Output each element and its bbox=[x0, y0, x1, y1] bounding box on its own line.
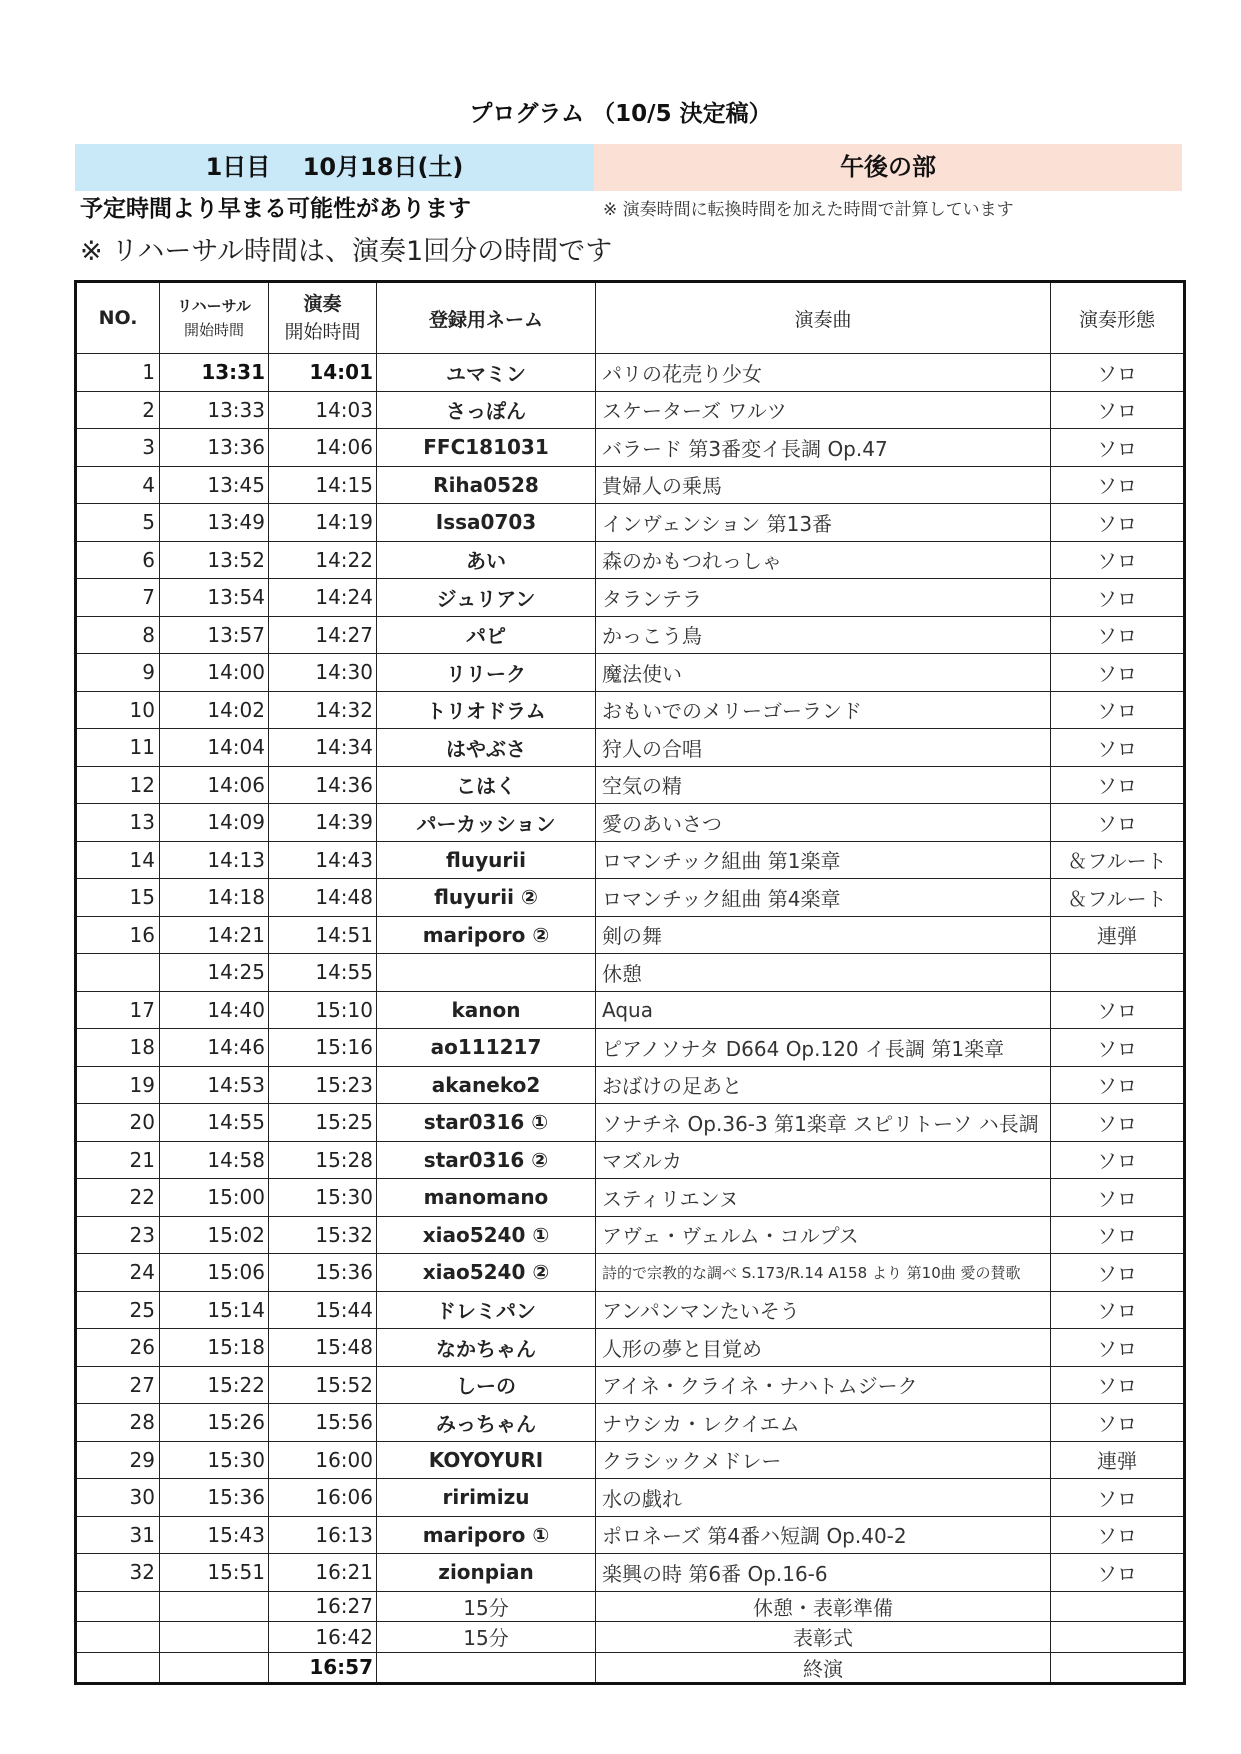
cell-rehearsal-time: 15:30 bbox=[160, 1441, 269, 1479]
cell-form: ソロ bbox=[1051, 654, 1185, 692]
cell-no: 26 bbox=[76, 1329, 160, 1367]
cell-start-time: 15:28 bbox=[269, 1141, 377, 1179]
cell-start-time: 15:32 bbox=[269, 1216, 377, 1254]
cell-no: 15 bbox=[76, 879, 160, 917]
cell-name: ドレミパン bbox=[377, 1291, 596, 1329]
cell-form-empty bbox=[1051, 1622, 1185, 1653]
cell-form: ソロ bbox=[1051, 354, 1185, 392]
cell-name: FFC181031 bbox=[377, 429, 596, 467]
cell-start-time: 14:30 bbox=[269, 654, 377, 692]
cell-rehearsal-time: 15:00 bbox=[160, 1179, 269, 1217]
cell-song: マズルカ bbox=[596, 1141, 1051, 1179]
cell-start-time: 16:42 bbox=[269, 1622, 377, 1653]
cell-song: 狩人の合唱 bbox=[596, 729, 1051, 767]
table-row bbox=[76, 1141, 1185, 1179]
cell-form: ソロ bbox=[1051, 1366, 1185, 1404]
cell-rehearsal-time: 14:00 bbox=[160, 654, 269, 692]
cell-name: ririmizu bbox=[377, 1479, 596, 1517]
cell-form: 連弾 bbox=[1051, 1441, 1185, 1479]
cell-no: 25 bbox=[76, 1291, 160, 1329]
header-name: 登録用ネーム bbox=[377, 282, 596, 354]
cell-rehearsal-time: 14:04 bbox=[160, 729, 269, 767]
table-row bbox=[76, 691, 1185, 729]
table-row bbox=[76, 916, 1185, 954]
table-row bbox=[76, 504, 1185, 542]
cell-start-time: 14:32 bbox=[269, 691, 377, 729]
cell-start-time: 14:15 bbox=[269, 466, 377, 504]
header-perform-line1: 演奏 bbox=[303, 293, 342, 315]
cell-rehearsal-time: 14:02 bbox=[160, 691, 269, 729]
cell-form-empty bbox=[1051, 1591, 1185, 1622]
cell-form: ソロ bbox=[1051, 691, 1185, 729]
cell-name: はやぶさ bbox=[377, 729, 596, 767]
cell-rehearsal-time: 15:36 bbox=[160, 1479, 269, 1517]
cell-rehearsal-time: 15:02 bbox=[160, 1216, 269, 1254]
cell-song: スティリエンヌ bbox=[596, 1179, 1051, 1217]
header-no: NO. bbox=[76, 282, 160, 354]
cell-song: ナウシカ・レクイエム bbox=[596, 1404, 1051, 1442]
cell-form: ソロ bbox=[1051, 391, 1185, 429]
cell-no: 32 bbox=[76, 1554, 160, 1592]
cell-rehearsal-time: 13:33 bbox=[160, 391, 269, 429]
table-row bbox=[76, 729, 1185, 767]
table-row bbox=[76, 1404, 1185, 1442]
cell-rehearsal-time: 13:31 bbox=[160, 354, 269, 392]
cell-rehearsal-empty bbox=[160, 1591, 269, 1622]
cell-start-time: 15:25 bbox=[269, 1104, 377, 1142]
cell-no: 17 bbox=[76, 991, 160, 1029]
cell-song: ピアノソナタ D664 Op.120 イ長調 第1楽章 bbox=[596, 1029, 1051, 1067]
cell-form: ソロ bbox=[1051, 1554, 1185, 1592]
cell-no: 24 bbox=[76, 1254, 160, 1292]
cell-rehearsal-time: 15:14 bbox=[160, 1291, 269, 1329]
cell-duration: 15分 bbox=[377, 1591, 596, 1622]
cell-start-time: 15:48 bbox=[269, 1329, 377, 1367]
table-row bbox=[76, 391, 1185, 429]
table-row bbox=[76, 1066, 1185, 1104]
table-row bbox=[76, 954, 1185, 992]
cell-name: ジュリアン bbox=[377, 579, 596, 617]
cell-rehearsal-time: 14:13 bbox=[160, 841, 269, 879]
cell-no: 13 bbox=[76, 804, 160, 842]
cell-form: ソロ bbox=[1051, 1216, 1185, 1254]
cell-start-time: 15:36 bbox=[269, 1254, 377, 1292]
cell-start-time: 14:55 bbox=[269, 954, 377, 992]
cell-form bbox=[1051, 954, 1185, 992]
cell-song: 休憩 bbox=[596, 954, 1051, 992]
cell-no: 18 bbox=[76, 1029, 160, 1067]
cell-start-time: 14:06 bbox=[269, 429, 377, 467]
cell-start-time: 16:06 bbox=[269, 1479, 377, 1517]
table-row bbox=[76, 1291, 1185, 1329]
cell-song: バラード 第3番変イ長調 Op.47 bbox=[596, 429, 1051, 467]
cell-start-time: 15:30 bbox=[269, 1179, 377, 1217]
cell-name: あい bbox=[377, 541, 596, 579]
cell-form: ソロ bbox=[1051, 991, 1185, 1029]
cell-name: リリーク bbox=[377, 654, 596, 692]
cell-event: 休憩・表彰準備 bbox=[596, 1591, 1051, 1622]
cell-start-time: 15:23 bbox=[269, 1066, 377, 1104]
table-row bbox=[76, 1441, 1185, 1479]
cell-song: 森のかもつれっしゃ bbox=[596, 541, 1051, 579]
cell-song: インヴェンション 第13番 bbox=[596, 504, 1051, 542]
cell-no: 2 bbox=[76, 391, 160, 429]
cell-name bbox=[377, 954, 596, 992]
cell-duration: 15分 bbox=[377, 1622, 596, 1653]
table-row bbox=[76, 766, 1185, 804]
cell-no: 19 bbox=[76, 1066, 160, 1104]
cell-name: Issa0703 bbox=[377, 504, 596, 542]
cell-name: star0316 ① bbox=[377, 1104, 596, 1142]
cell-name: しーの bbox=[377, 1366, 596, 1404]
cell-form: 連弾 bbox=[1051, 916, 1185, 954]
table-row bbox=[76, 429, 1185, 467]
cell-form: ＆フルート bbox=[1051, 879, 1185, 917]
cell-name: こはく bbox=[377, 766, 596, 804]
cell-start-time: 16:13 bbox=[269, 1516, 377, 1554]
cell-form: ソロ bbox=[1051, 729, 1185, 767]
cell-song: アンパンマンたいそう bbox=[596, 1291, 1051, 1329]
cell-rehearsal-time: 14:53 bbox=[160, 1066, 269, 1104]
cell-song: おもいでのメリーゴーランド bbox=[596, 691, 1051, 729]
early-notice: 予定時間より早まる可能性があります bbox=[80, 196, 471, 222]
cell-name: ユマミン bbox=[377, 354, 596, 392]
table-row bbox=[76, 1516, 1185, 1554]
header-rehearsal-line1: リハーサル bbox=[177, 297, 251, 315]
cell-name: mariporo ② bbox=[377, 916, 596, 954]
header-perform-line2: 開始時間 bbox=[284, 321, 361, 343]
cell-song: 楽興の時 第6番 Op.16-6 bbox=[596, 1554, 1051, 1592]
cell-start-time: 16:57 bbox=[269, 1652, 377, 1684]
cell-rehearsal-time: 14:58 bbox=[160, 1141, 269, 1179]
cell-start-time: 14:22 bbox=[269, 541, 377, 579]
cell-form: ソロ bbox=[1051, 1479, 1185, 1517]
cell-start-time: 14:43 bbox=[269, 841, 377, 879]
cell-rehearsal-time: 14:18 bbox=[160, 879, 269, 917]
table-row bbox=[76, 1254, 1185, 1292]
program-table bbox=[74, 280, 1186, 1685]
cell-song: 詩的で宗教的な調べ S.173/R.14 A158 より 第10曲 愛の賛歌 bbox=[596, 1254, 1051, 1292]
cell-song: 愛のあいさつ bbox=[596, 804, 1051, 842]
cell-form: ソロ bbox=[1051, 1404, 1185, 1442]
page-title: プログラム （10/5 決定稿） bbox=[469, 101, 772, 127]
cell-no: 5 bbox=[76, 504, 160, 542]
cell-rehearsal-time: 14:46 bbox=[160, 1029, 269, 1067]
cell-song: アヴェ・ヴェルム・コルプス bbox=[596, 1216, 1051, 1254]
cell-start-time: 14:48 bbox=[269, 879, 377, 917]
table-row bbox=[76, 654, 1185, 692]
cell-name: みっちゃん bbox=[377, 1404, 596, 1442]
cell-no: 4 bbox=[76, 466, 160, 504]
cell-no: 31 bbox=[76, 1516, 160, 1554]
cell-form: ソロ bbox=[1051, 1104, 1185, 1142]
cell-no bbox=[76, 954, 160, 992]
cell-song: 剣の舞 bbox=[596, 916, 1051, 954]
cell-rehearsal-time: 15:43 bbox=[160, 1516, 269, 1554]
header-row bbox=[76, 282, 1185, 354]
cell-start-time: 16:27 bbox=[269, 1591, 377, 1622]
cell-form: ソロ bbox=[1051, 804, 1185, 842]
cell-rehearsal-time: 13:54 bbox=[160, 579, 269, 617]
cell-name: パピ bbox=[377, 616, 596, 654]
table-row bbox=[76, 616, 1185, 654]
day-banner: 1日目 10月18日(土) bbox=[75, 144, 594, 191]
cell-rehearsal-time: 14:06 bbox=[160, 766, 269, 804]
table-row bbox=[76, 541, 1185, 579]
summary-row bbox=[76, 1622, 1185, 1653]
session-banner: 午後の部 bbox=[594, 144, 1182, 191]
cell-name: xiao5240 ② bbox=[377, 1254, 596, 1292]
cell-form: ソロ bbox=[1051, 579, 1185, 617]
cell-no: 11 bbox=[76, 729, 160, 767]
table-row bbox=[76, 1366, 1185, 1404]
cell-song: スケーターズ ワルツ bbox=[596, 391, 1051, 429]
cell-rehearsal-time: 14:40 bbox=[160, 991, 269, 1029]
cell-duration bbox=[377, 1652, 596, 1684]
cell-form: ソロ bbox=[1051, 1254, 1185, 1292]
cell-rehearsal-time: 15:18 bbox=[160, 1329, 269, 1367]
cell-rehearsal-time: 13:49 bbox=[160, 504, 269, 542]
cell-no: 3 bbox=[76, 429, 160, 467]
table-row bbox=[76, 1029, 1185, 1067]
cell-rehearsal-time: 14:25 bbox=[160, 954, 269, 992]
cell-name: パーカッション bbox=[377, 804, 596, 842]
cell-form: ソロ bbox=[1051, 1179, 1185, 1217]
cell-song: ロマンチック組曲 第4楽章 bbox=[596, 879, 1051, 917]
cell-song: ロマンチック組曲 第1楽章 bbox=[596, 841, 1051, 879]
cell-start-time: 14:24 bbox=[269, 579, 377, 617]
cell-song: 空気の精 bbox=[596, 766, 1051, 804]
cell-start-time: 14:19 bbox=[269, 504, 377, 542]
cell-start-time: 14:03 bbox=[269, 391, 377, 429]
cell-form: ソロ bbox=[1051, 541, 1185, 579]
table-row bbox=[76, 1554, 1185, 1592]
cell-name: fluyurii bbox=[377, 841, 596, 879]
table-row bbox=[76, 1104, 1185, 1142]
table-row bbox=[76, 1479, 1185, 1517]
cell-form: ＆フルート bbox=[1051, 841, 1185, 879]
cell-no: 14 bbox=[76, 841, 160, 879]
cell-song: 水の戯れ bbox=[596, 1479, 1051, 1517]
cell-rehearsal-time: 14:21 bbox=[160, 916, 269, 954]
cell-no: 23 bbox=[76, 1216, 160, 1254]
cell-form: ソロ bbox=[1051, 1029, 1185, 1067]
table-row bbox=[76, 1216, 1185, 1254]
cell-no: 9 bbox=[76, 654, 160, 692]
cell-song: パリの花売り少女 bbox=[596, 354, 1051, 392]
cell-no: 16 bbox=[76, 916, 160, 954]
cell-song: 魔法使い bbox=[596, 654, 1051, 692]
cell-no: 28 bbox=[76, 1404, 160, 1442]
cell-rehearsal-empty bbox=[160, 1622, 269, 1653]
cell-form: ソロ bbox=[1051, 1516, 1185, 1554]
cell-form: ソロ bbox=[1051, 1329, 1185, 1367]
cell-rehearsal-time: 15:06 bbox=[160, 1254, 269, 1292]
cell-form: ソロ bbox=[1051, 766, 1185, 804]
cell-start-time: 14:01 bbox=[269, 354, 377, 392]
cell-rehearsal-time: 15:26 bbox=[160, 1404, 269, 1442]
cell-song: おばけの足あと bbox=[596, 1066, 1051, 1104]
cell-name: manomano bbox=[377, 1179, 596, 1217]
cell-rehearsal-time: 13:36 bbox=[160, 429, 269, 467]
table-row bbox=[76, 354, 1185, 392]
cell-form: ソロ bbox=[1051, 1141, 1185, 1179]
cell-name: さっぽん bbox=[377, 391, 596, 429]
summary-row bbox=[76, 1652, 1185, 1684]
calc-notice: ※ 演奏時間に転換時間を加えた時間で計算しています bbox=[603, 200, 1014, 220]
cell-rehearsal-time: 15:51 bbox=[160, 1554, 269, 1592]
cell-name: zionpian bbox=[377, 1554, 596, 1592]
cell-rehearsal-time: 13:57 bbox=[160, 616, 269, 654]
cell-name: akaneko2 bbox=[377, 1066, 596, 1104]
header-rehearsal-time bbox=[160, 282, 269, 354]
table-row bbox=[76, 466, 1185, 504]
cell-song: ソナチネ Op.36-3 第1楽章 スピリトーソ ハ長調 bbox=[596, 1104, 1051, 1142]
cell-start-time: 16:21 bbox=[269, 1554, 377, 1592]
cell-rehearsal-empty bbox=[160, 1652, 269, 1684]
cell-name: なかちゃん bbox=[377, 1329, 596, 1367]
header-song: 演奏曲 bbox=[596, 282, 1051, 354]
cell-no: 12 bbox=[76, 766, 160, 804]
cell-start-time: 14:36 bbox=[269, 766, 377, 804]
cell-form: ソロ bbox=[1051, 466, 1185, 504]
cell-no: 20 bbox=[76, 1104, 160, 1142]
cell-start-time: 15:10 bbox=[269, 991, 377, 1029]
cell-start-time: 15:16 bbox=[269, 1029, 377, 1067]
cell-start-time: 14:34 bbox=[269, 729, 377, 767]
cell-name: xiao5240 ① bbox=[377, 1216, 596, 1254]
summary-row bbox=[76, 1591, 1185, 1622]
cell-no-empty bbox=[76, 1652, 160, 1684]
cell-no: 1 bbox=[76, 354, 160, 392]
cell-form: ソロ bbox=[1051, 504, 1185, 542]
cell-form: ソロ bbox=[1051, 616, 1185, 654]
cell-start-time: 16:00 bbox=[269, 1441, 377, 1479]
cell-song: Aqua bbox=[596, 991, 1051, 1029]
cell-form: ソロ bbox=[1051, 429, 1185, 467]
cell-no: 29 bbox=[76, 1441, 160, 1479]
table-row bbox=[76, 804, 1185, 842]
header-perform-time bbox=[269, 282, 377, 354]
cell-rehearsal-time: 13:45 bbox=[160, 466, 269, 504]
table-row bbox=[76, 1179, 1185, 1217]
cell-song: タランテラ bbox=[596, 579, 1051, 617]
cell-song: 人形の夢と目覚め bbox=[596, 1329, 1051, 1367]
cell-name: ao111217 bbox=[377, 1029, 596, 1067]
cell-start-time: 15:44 bbox=[269, 1291, 377, 1329]
table-row bbox=[76, 1329, 1185, 1367]
cell-no: 8 bbox=[76, 616, 160, 654]
cell-song: 貴婦人の乗馬 bbox=[596, 466, 1051, 504]
cell-no-empty bbox=[76, 1591, 160, 1622]
cell-start-time: 14:51 bbox=[269, 916, 377, 954]
cell-rehearsal-time: 13:52 bbox=[160, 541, 269, 579]
cell-no: 27 bbox=[76, 1366, 160, 1404]
cell-event: 終演 bbox=[596, 1652, 1051, 1684]
cell-song: かっこう鳥 bbox=[596, 616, 1051, 654]
cell-no: 6 bbox=[76, 541, 160, 579]
cell-name: kanon bbox=[377, 991, 596, 1029]
cell-name: fluyurii ② bbox=[377, 879, 596, 917]
cell-song: クラシックメドレー bbox=[596, 1441, 1051, 1479]
cell-event: 表彰式 bbox=[596, 1622, 1051, 1653]
cell-song: ポロネーズ 第4番ハ短調 Op.40-2 bbox=[596, 1516, 1051, 1554]
cell-form: ソロ bbox=[1051, 1291, 1185, 1329]
cell-form: ソロ bbox=[1051, 1066, 1185, 1104]
cell-start-time: 15:56 bbox=[269, 1404, 377, 1442]
table-row bbox=[76, 879, 1185, 917]
cell-name: star0316 ② bbox=[377, 1141, 596, 1179]
cell-name: KOYOYURI bbox=[377, 1441, 596, 1479]
cell-no: 10 bbox=[76, 691, 160, 729]
cell-start-time: 14:27 bbox=[269, 616, 377, 654]
cell-rehearsal-time: 15:22 bbox=[160, 1366, 269, 1404]
cell-song: アイネ・クライネ・ナハトムジーク bbox=[596, 1366, 1051, 1404]
rehearsal-notice: ※ リハーサル時間は、演奏1回分の時間です bbox=[80, 236, 613, 267]
cell-start-time: 14:39 bbox=[269, 804, 377, 842]
cell-no-empty bbox=[76, 1622, 160, 1653]
header-rehearsal-line2: 開始時間 bbox=[183, 321, 244, 339]
cell-rehearsal-time: 14:55 bbox=[160, 1104, 269, 1142]
cell-start-time: 15:52 bbox=[269, 1366, 377, 1404]
table-row bbox=[76, 991, 1185, 1029]
cell-name: トリオドラム bbox=[377, 691, 596, 729]
cell-form-empty bbox=[1051, 1652, 1185, 1684]
table-row bbox=[76, 841, 1185, 879]
cell-no: 22 bbox=[76, 1179, 160, 1217]
cell-name: mariporo ① bbox=[377, 1516, 596, 1554]
cell-name: Riha0528 bbox=[377, 466, 596, 504]
cell-no: 30 bbox=[76, 1479, 160, 1517]
cell-rehearsal-time: 14:09 bbox=[160, 804, 269, 842]
cell-no: 7 bbox=[76, 579, 160, 617]
table-row bbox=[76, 579, 1185, 617]
header-form: 演奏形態 bbox=[1051, 282, 1185, 354]
cell-no: 21 bbox=[76, 1141, 160, 1179]
